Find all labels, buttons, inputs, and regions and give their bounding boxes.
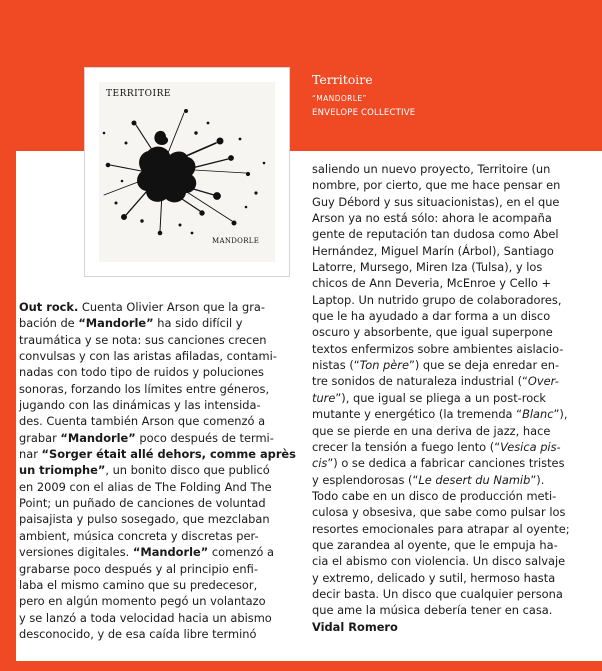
article-text-line [312, 521, 570, 537]
text-segment: Point; un puñado de canciones de voluntad [19, 496, 266, 511]
text-segment: y se lanzó a toda velocidad hacia un abismo [19, 610, 272, 625]
article-text-line [19, 348, 296, 364]
cover-title: TERRITOIRE [106, 89, 171, 99]
text-segment: que ame la música debería tener en casa. [312, 603, 553, 618]
article-text-line [312, 324, 570, 340]
text-segment: chicos de Ann Deveria, McEnroe y Cello + [312, 276, 552, 291]
record-label: ENVELOPE COLLECTIVE [312, 108, 416, 118]
text-segment: , un bonito disco que publicó [105, 463, 270, 478]
article-text-line [19, 561, 296, 577]
article-text-line [312, 455, 570, 471]
text-segment: tre sonidos de naturaleza industrial (“ [312, 374, 528, 389]
text-segment: textos enfermizos sobre ambientes aislacio- [312, 341, 564, 356]
text-segment: ”). [530, 472, 545, 487]
text-segment: paisajista y pulso sosegado, que mezclaban [19, 512, 270, 527]
italic-title: Le desert du Namib [418, 472, 531, 487]
ink-splatter-artwork [96, 103, 278, 243]
article-text-line [312, 619, 570, 635]
article-text-line [312, 275, 570, 291]
article-text-line [19, 511, 296, 527]
text-segment: comenzó a [208, 545, 274, 560]
text-segment: ha sido difícil y [153, 316, 243, 331]
article-text-line [312, 194, 570, 210]
article-text-line [312, 292, 570, 308]
article-text-line [312, 390, 570, 406]
article-text-line [312, 341, 570, 357]
bold-text: “Sorger était allé dehors, comme après [41, 447, 296, 462]
article-text-line [19, 397, 296, 413]
text-segment: des. Cuenta también Arson que comenzó a [19, 414, 266, 429]
text-segment: bación de [19, 316, 79, 331]
article-text-line [312, 488, 570, 504]
text-segment: Hernández, Miguel Marín (Árbol), Santiago [312, 243, 554, 258]
article-text-line [312, 357, 570, 373]
article-text-line [19, 430, 296, 446]
bold-text: “Mandorle” [60, 430, 136, 445]
article-text-line [312, 570, 570, 586]
text-segment: ”), que igual se pliega a un post-rock [335, 390, 547, 405]
text-segment: crecer la tensión a fuego lento (“ [312, 439, 501, 454]
article-text-line [312, 504, 570, 520]
article-text-line [312, 210, 570, 226]
article-text-line [312, 177, 570, 193]
text-segment: Latorre, Mursego, Miren Iza (Tulsa), y los [312, 260, 543, 275]
article-text-line [19, 299, 296, 315]
text-segment: traumática y se nota: sus canciones crecen [19, 332, 267, 347]
text-segment: grabarse poco después y al principio enfi- [19, 561, 258, 576]
text-segment: y extremo, delicado y sutil, hermoso hasta [312, 570, 556, 585]
text-segment: ”), [553, 407, 568, 422]
article-text-line [312, 161, 570, 177]
text-segment: mutante y energético (la tremenda “ [312, 407, 523, 422]
text-segment: resortes emocionales para atrapar al oyente; [312, 521, 570, 536]
article-column-right [312, 161, 570, 635]
article-text-line [312, 553, 570, 569]
text-segment: desconocido, y de esa caída libre terminó [19, 626, 257, 641]
article-text-line [19, 626, 296, 642]
text-segment: que zarandea al oyente, que le empuja ha- [312, 537, 558, 552]
text-segment: oscuro y absorbente, que igual superpone [312, 325, 553, 340]
text-segment: cia el abismo con violencia. Un disco salvaje [312, 554, 566, 569]
text-segment: que le ha ayudado a dar forma a un disco [312, 309, 551, 324]
article-text-line [312, 439, 570, 455]
italic-title: Ton père [359, 358, 409, 373]
article-text-line [19, 593, 296, 609]
article-text-line [312, 259, 570, 275]
article-text-line [19, 381, 296, 397]
italic-title: cis [312, 456, 328, 471]
text-segment: que se pierde en una deriva de jazz, hace [312, 423, 551, 438]
article-text-line [312, 586, 570, 602]
text-segment: pero en algún momento pegó un volantazo [19, 594, 266, 609]
bold-text: Out rock. [19, 300, 79, 314]
text-segment: nadas con todo tipo de ruidos y poluciones [19, 365, 264, 380]
text-segment: Laptop. Un nutrido grupo de colaboradores, [312, 292, 562, 307]
text-segment: Arson ya no está sólo: ahora le acompaña [312, 211, 552, 226]
article-text-line [19, 479, 296, 495]
text-segment: grabar [19, 430, 61, 445]
text-segment: convulsas y con las aristas afiladas, contami- [19, 349, 277, 364]
text-segment: ambient, música concreta y discretas per- [19, 528, 259, 543]
article-column-left [19, 299, 296, 642]
article-text-line [19, 462, 296, 478]
bold-text: Vidal Romero [312, 619, 398, 634]
text-segment: saliendo un nuevo proyecto, Territoire (un [312, 162, 551, 176]
text-segment: nistas (“ [312, 358, 360, 373]
text-segment: sonoras, forzando los límites entre géneros, [19, 381, 270, 396]
text-segment: ”) que se deja enredar en- [408, 358, 560, 373]
text-segment: en 2009 con el alias de The Folding And The [19, 479, 272, 494]
text-segment: gente de reputación tan dudosa como Abel [312, 227, 559, 242]
bold-text: “Mandorle” [132, 545, 209, 560]
article-text-line [312, 243, 570, 259]
article-text-line [312, 472, 570, 488]
article-text-line [19, 528, 296, 544]
article-text-line [19, 413, 296, 429]
text-segment: jugando con las dinámicas y las intensida- [19, 398, 261, 413]
article-text-line [19, 364, 296, 380]
text-segment: Cuenta Olivier Arson que la gra- [78, 300, 265, 314]
italic-title: Vesica pis- [500, 439, 561, 454]
italic-title: Over- [527, 374, 559, 389]
album-title: “MANDORLE” [312, 94, 367, 103]
text-segment: poco después de termi- [135, 430, 274, 445]
italic-title: ture [312, 390, 336, 405]
article-text-line [19, 495, 296, 511]
article-text-line [312, 308, 570, 324]
article-text-line [19, 544, 296, 560]
text-segment: Todo cabe en un disco de producción meti- [312, 488, 557, 503]
article-text-line [19, 610, 296, 626]
text-segment: y esplendorosas (“ [312, 472, 419, 487]
text-segment: decir basta. Un disco que cualquier persona [312, 586, 563, 601]
text-segment: laba el mismo camino que su predecesor, [19, 577, 258, 592]
italic-title: Blanc [522, 407, 554, 422]
text-segment: versiones digitales. [19, 545, 133, 560]
article-text-line [312, 602, 570, 618]
article-text-line [312, 423, 570, 439]
bold-text: “Mandorle” [78, 316, 154, 331]
article-text-line [19, 577, 296, 593]
text-segment: culosa y obsesiva, que sabe como pulsar los [312, 505, 566, 520]
text-segment: ”) o se dedica a fabricar canciones tristes [327, 456, 565, 471]
cover-subtitle: MANDORLE [212, 237, 260, 245]
article-text-line [312, 226, 570, 242]
artist-name: Territoire [312, 72, 373, 87]
article-text-line [19, 315, 296, 331]
article-text-line [312, 406, 570, 422]
text-segment: nar [19, 447, 42, 462]
article-text-line [19, 332, 296, 348]
article-text-line [312, 373, 570, 389]
article-text-line [19, 446, 296, 462]
article-text-line [312, 537, 570, 553]
bold-text: un triomphe” [19, 463, 106, 478]
text-segment: Guy Débord y sus situacionistas), en el que [312, 194, 560, 209]
text-segment: nombre, por cierto, que me hace pensar en [312, 178, 561, 193]
